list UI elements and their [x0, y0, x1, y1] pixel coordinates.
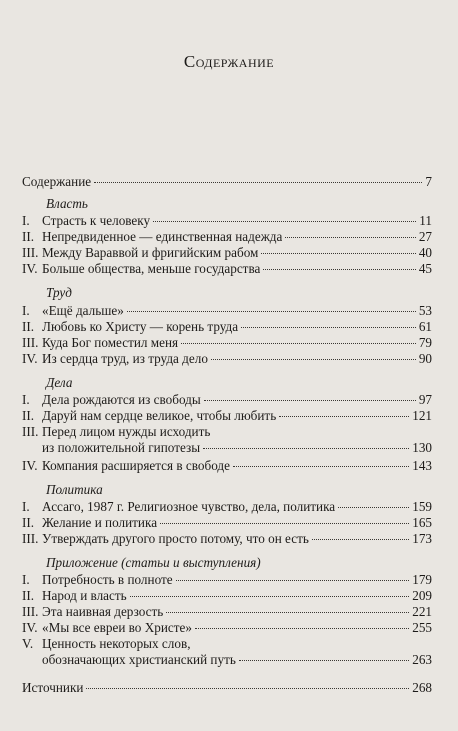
toc-page-number: 143	[412, 458, 432, 473]
toc-roman-numeral: I.	[22, 392, 30, 407]
toc-roman-numeral: III.	[22, 424, 39, 439]
toc-page-number: 130	[412, 440, 432, 455]
dot-leader	[211, 359, 416, 360]
toc-page-number: 255	[412, 620, 432, 635]
dot-leader	[285, 237, 415, 238]
toc-entry-text: Содержание	[22, 174, 92, 189]
toc-entry	[22, 245, 432, 261]
toc-entry	[22, 213, 432, 229]
toc-roman-numeral: II.	[22, 319, 35, 334]
toc-entry	[22, 515, 432, 531]
toc-roman-numeral: V.	[22, 636, 34, 651]
toc-entry-text: Потребность в полноте	[42, 572, 173, 587]
toc-entry-text: Непредвиденное — единственная надежда	[42, 229, 283, 244]
toc-entry-text: Куда Бог поместил меня	[42, 335, 179, 350]
toc-entry-text: «Мы все евреи во Христе»	[42, 620, 192, 635]
toc-roman-numeral: IV.	[22, 351, 38, 366]
toc-entry-text: Из сердца труд, из труда дело	[42, 351, 208, 366]
toc-entry-text-continuation: из положительной гипотезы	[42, 440, 201, 455]
dot-leader	[312, 539, 409, 540]
toc-entry-text: Ценность некоторых слов,	[42, 636, 191, 651]
toc-entry-sources	[22, 680, 432, 696]
dot-leader	[86, 688, 409, 689]
dot-leader	[263, 269, 415, 270]
toc-entry	[22, 531, 432, 547]
toc-page-number: 268	[412, 680, 432, 695]
toc-entry	[22, 303, 432, 319]
section-heading: Политика	[46, 482, 103, 497]
toc-page-number: 11	[419, 213, 432, 228]
toc-roman-numeral: I.	[22, 213, 30, 228]
dot-leader	[166, 612, 409, 613]
toc-entry	[22, 408, 432, 424]
page-title: Содержание	[183, 52, 275, 71]
dot-leader	[176, 580, 410, 581]
toc-entry-multiline	[22, 636, 432, 668]
dot-leader	[94, 182, 422, 183]
toc-roman-numeral: III.	[22, 604, 39, 619]
dot-leader	[127, 311, 416, 312]
toc-roman-numeral: II.	[22, 408, 35, 423]
toc-entry-multiline	[22, 424, 432, 456]
toc-entry-text-continuation: обозначающих христианский путь	[42, 652, 236, 667]
toc-roman-numeral: II.	[22, 229, 35, 244]
toc-entry-text: Между Вараввой и фригийским рабом	[42, 245, 259, 260]
toc-entry-text: Дела рождаются из свободы	[42, 392, 201, 407]
toc-page-number: 221	[412, 604, 432, 619]
toc-page-number: 53	[418, 303, 432, 318]
dot-leader	[130, 596, 410, 597]
toc-entry-text: Утверждать другого просто потому, что он есть	[42, 531, 309, 546]
toc-page-number: 97	[418, 392, 432, 407]
toc-roman-numeral: IV.	[22, 261, 38, 276]
toc-entry-text: Компания расширяется в свободе	[42, 458, 230, 473]
toc-entry-text: Даруй нам сердце великое, чтобы любить	[42, 408, 277, 423]
section-heading: Дела	[46, 375, 73, 390]
toc-entry-text: Любовь ко Христу — корень труда	[42, 319, 239, 334]
toc-roman-numeral: III.	[22, 531, 39, 546]
toc-roman-numeral: IV.	[22, 620, 38, 635]
toc-entry	[22, 261, 432, 277]
toc-page-number: 173	[412, 531, 432, 546]
toc-entry	[22, 499, 432, 515]
toc-entry-contents	[22, 174, 432, 190]
toc-roman-numeral: I.	[22, 303, 30, 318]
toc-entry-text: Ассаго, 1987 г. Религиозное чувство, дела, политика	[42, 499, 336, 514]
toc-entry	[22, 335, 432, 351]
toc-page-number: 121	[412, 408, 432, 423]
section-heading: Власть	[46, 196, 88, 211]
toc-page-number: 40	[418, 245, 432, 260]
dot-leader	[195, 628, 409, 629]
toc-page-number: 165	[412, 515, 432, 530]
dot-leader	[239, 660, 409, 661]
toc-page-number: 7	[425, 174, 432, 189]
toc-entry	[22, 572, 432, 588]
dot-leader	[338, 507, 409, 508]
dot-leader	[261, 253, 415, 254]
dot-leader	[181, 343, 416, 344]
toc-roman-numeral: I.	[22, 572, 30, 587]
dot-leader	[203, 448, 409, 449]
section-heading: Приложение (статьи и выступления)	[46, 555, 261, 570]
toc-entry-text: Страсть к человеку	[42, 213, 151, 228]
toc-entry	[22, 392, 432, 408]
toc-page-number: 209	[412, 588, 432, 603]
toc-page-number: 263	[412, 652, 432, 667]
dot-leader	[279, 416, 409, 417]
toc-roman-numeral: III.	[22, 335, 39, 350]
toc-page-number: 79	[418, 335, 432, 350]
toc-roman-numeral: II.	[22, 588, 35, 603]
toc-page-number: 179	[412, 572, 432, 587]
toc-entry	[22, 588, 432, 604]
toc-entry	[22, 620, 432, 636]
toc-entry	[22, 319, 432, 335]
toc-roman-numeral: IV.	[22, 458, 38, 473]
toc-page-number: 45	[418, 261, 432, 276]
toc-page-number: 90	[418, 351, 432, 366]
toc-entry-text: Источники	[22, 680, 84, 695]
toc-page-number: 27	[418, 229, 432, 244]
toc-page-number: 61	[418, 319, 432, 334]
toc-roman-numeral: III.	[22, 245, 39, 260]
toc-entry-text: Желание и политика	[42, 515, 158, 530]
toc-roman-numeral: I.	[22, 499, 30, 514]
toc-entry-text: Больше общества, меньше государства	[42, 261, 261, 276]
toc-roman-numeral: II.	[22, 515, 35, 530]
dot-leader	[153, 221, 416, 222]
toc-entry-text: «Ещё дальше»	[42, 303, 124, 318]
section-heading: Труд	[46, 285, 72, 300]
toc-entry	[22, 229, 432, 245]
dot-leader	[160, 523, 409, 524]
dot-leader	[241, 327, 416, 328]
toc-entry	[22, 458, 432, 474]
toc-page-number: 159	[412, 499, 432, 514]
toc-entry	[22, 604, 432, 620]
toc-entry-text: Эта наивная дерзость	[42, 604, 164, 619]
dot-leader	[204, 400, 416, 401]
toc-entry-text: Перед лицом нужды исходить	[42, 424, 211, 439]
toc-entry-text: Народ и власть	[42, 588, 127, 603]
dot-leader	[233, 466, 409, 467]
toc-entry	[22, 351, 432, 367]
